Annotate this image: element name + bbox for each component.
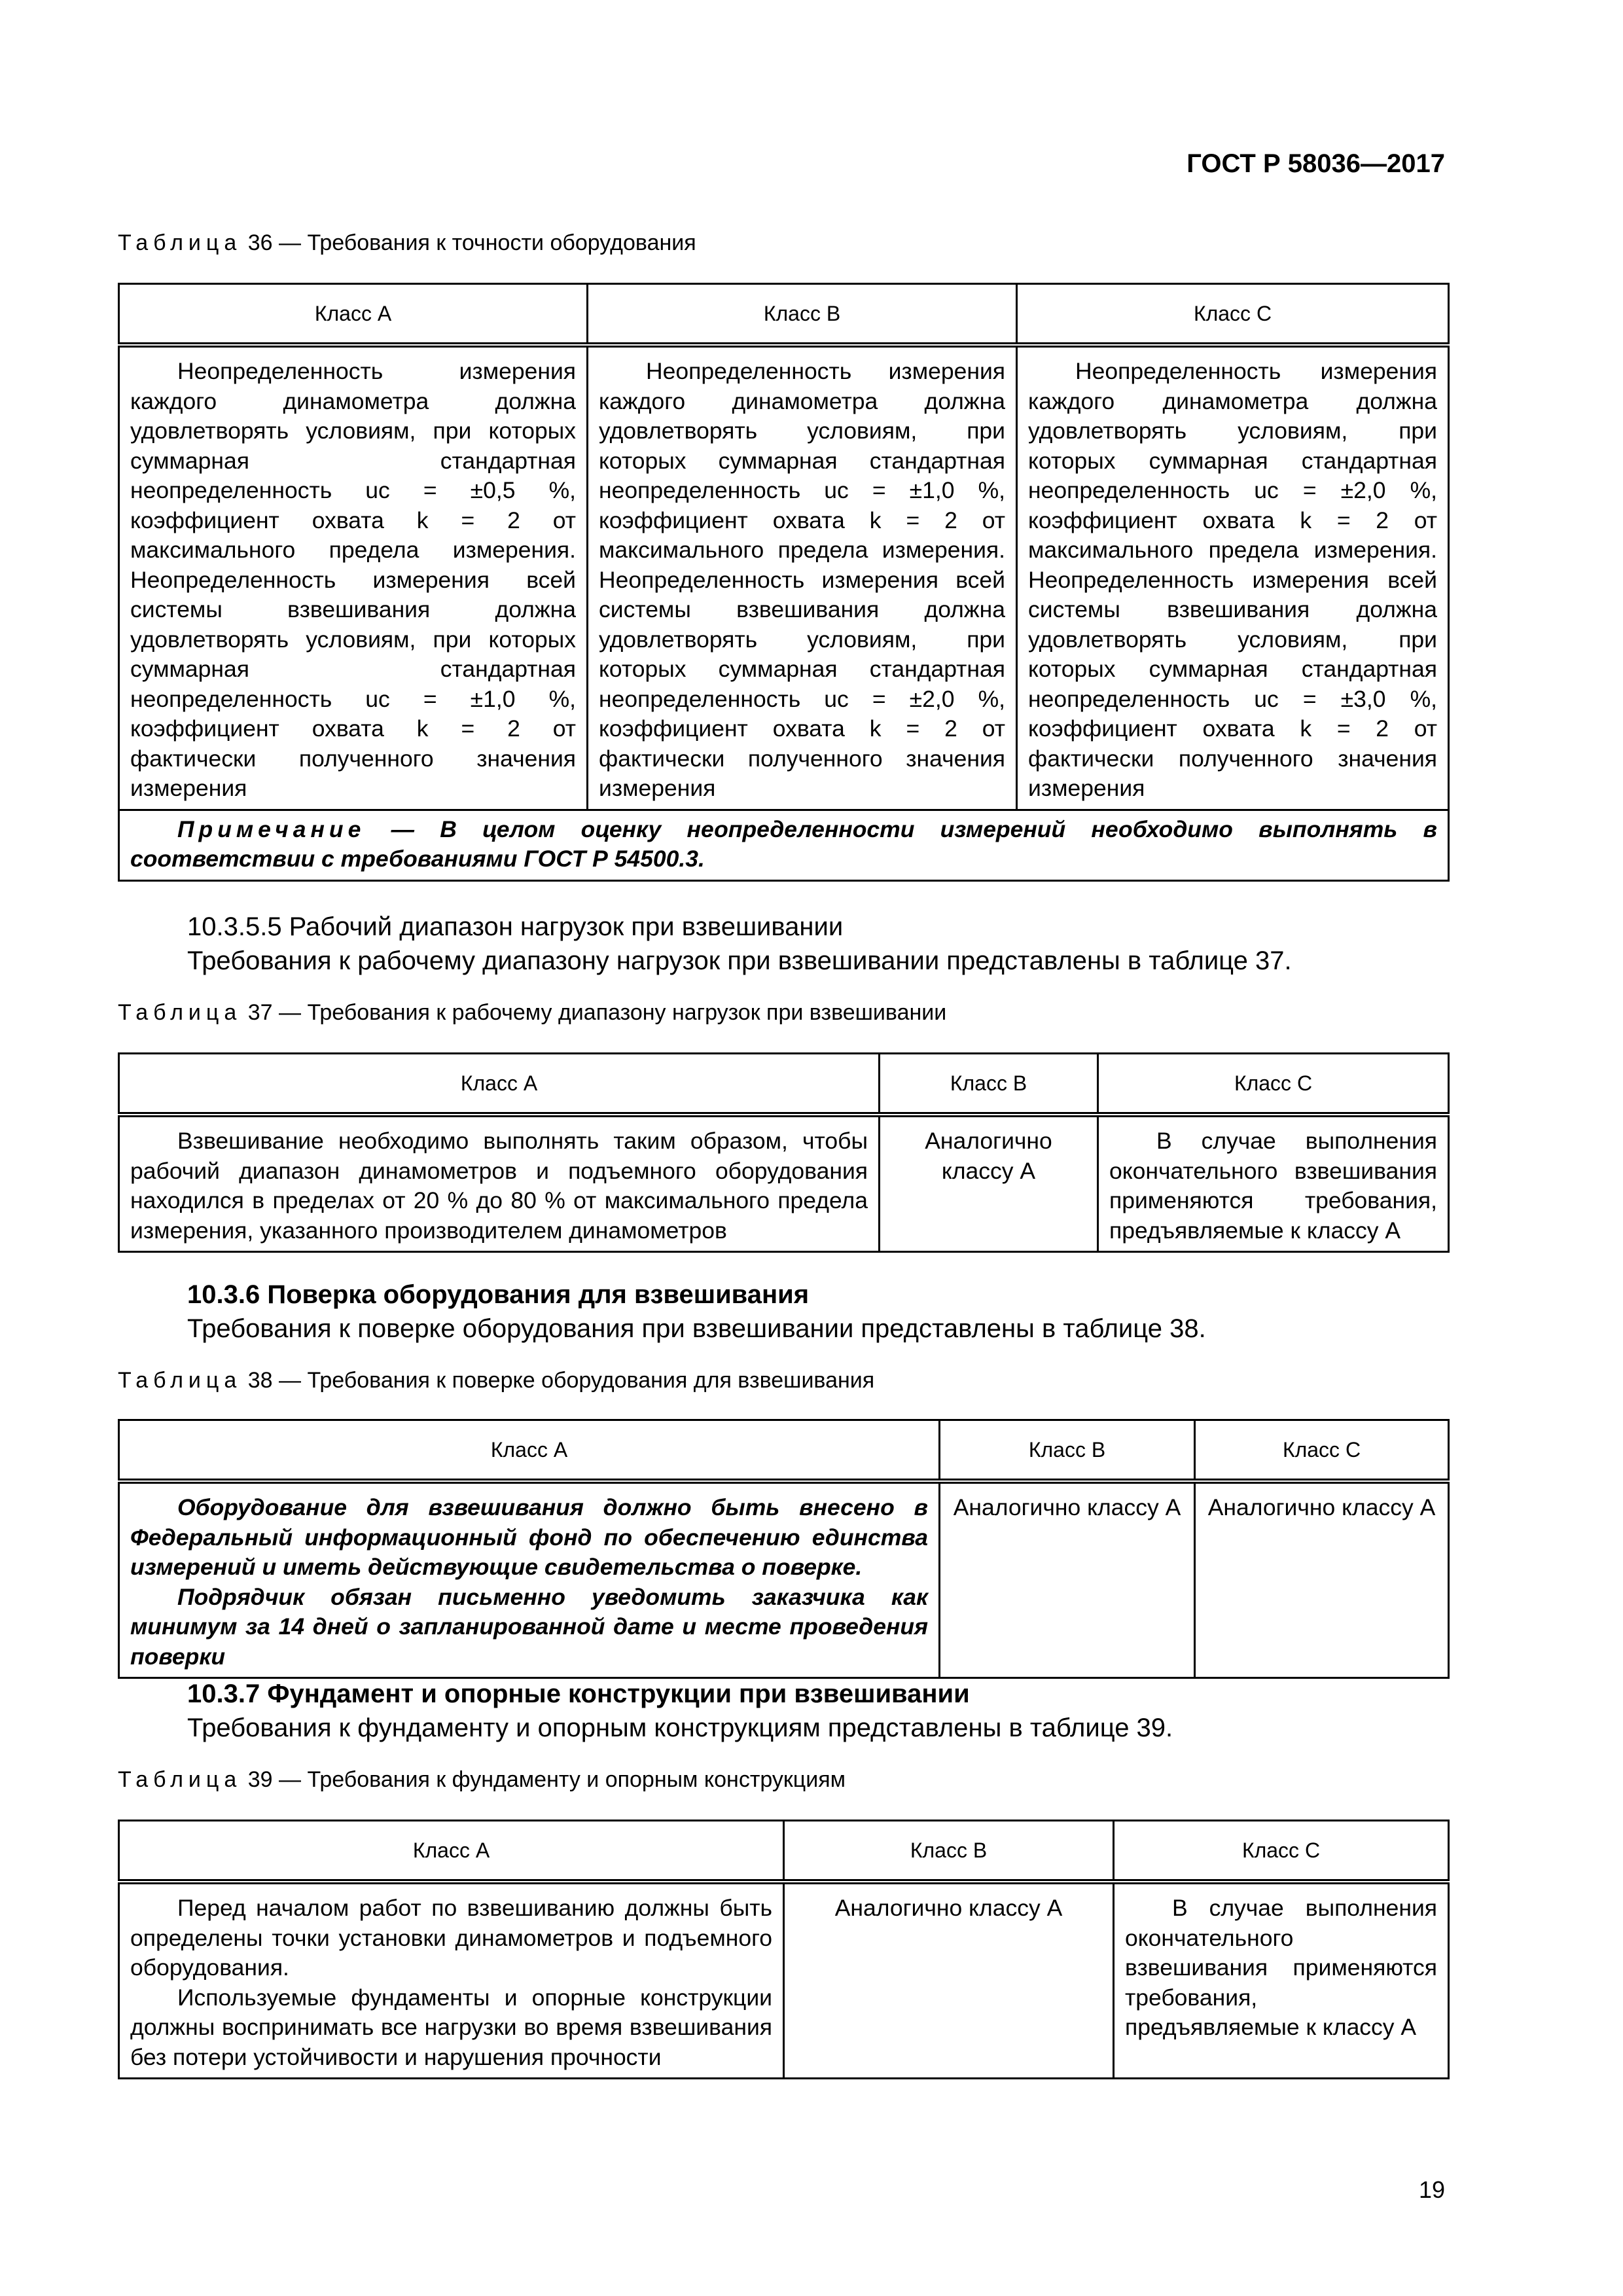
table39-cell-a xyxy=(120,1884,783,2077)
section-10-3-6-text: Требования к поверке оборудования при взвешивании представлены в таблице 38. xyxy=(187,1314,1206,1343)
page-number: 19 xyxy=(1418,2176,1445,2203)
standard-header: ГОСТ Р 58036—2017 xyxy=(1186,149,1445,178)
table36-caption-word: Таблица xyxy=(118,230,242,255)
table38-header-c: Класс С xyxy=(1195,1420,1449,1482)
table39-header-b: Класс В xyxy=(784,1821,1114,1882)
table36-header-c: Класс С xyxy=(1017,284,1449,346)
table39-header-c: Класс С xyxy=(1114,1821,1449,1882)
section-10-3-5-5-text: Требования к рабочему диапазону нагрузок при взвешивании представлены в таблице 37. xyxy=(187,946,1292,975)
table36-cell-a: Неопределенность измерения каждого динамометра должна удовлетворять условиям, при которых суммарная стандартная неопределенность uc = ±0,5 %, коэффициент охвата k = 2 от максимального предела измерения. Неопределенность измерения всей системы взвешивания должна удовлетворять условиям, при которых суммарная стандартная неопределенность uc = ±1,0 %, коэффициент охвата k = 2 от фактически полученного значения измерения xyxy=(130,358,576,801)
table36-caption xyxy=(118,230,696,256)
table36-cell-c: Неопределенность измерения каждого динамометра должна удовлетворять условиям, при которых суммарная стандартная неопределенность uc = ±2,0 %, коэффициент охвата k = 2 от максимального предела измерения. Неопределенность измерения всей системы взвешивания должна удовлетворять условиям, при которых суммарная стандартная неопределенность uc = ±3,0 %, коэффициент охвата k = 2 от фактически полученного значения измерения xyxy=(1028,358,1437,801)
table39-cell-c: В случае выполнения окончательного взвешивания применяются требования, предъявляемые к классу А xyxy=(1125,1895,1437,2040)
table38-caption xyxy=(118,1368,874,1393)
table37-header-c: Класс С xyxy=(1098,1054,1449,1115)
table36 xyxy=(118,283,1450,882)
table36-caption-text: 36 — Требования к точности оборудования xyxy=(241,230,696,255)
table38-header-b: Класс В xyxy=(940,1420,1195,1482)
section-10-3-7-title: 10.3.7 Фундамент и опорные конструкции при взвешивании xyxy=(187,1679,970,1708)
table37-cell-b: Аналогично классу А xyxy=(925,1128,1052,1184)
section-10-3-5-5-title: 10.3.5.5 Рабочий диапазон нагрузок при взвешивании xyxy=(187,912,844,941)
table39-caption-text: 39 — Требования к фундаменту и опорным конструкциям xyxy=(241,1767,846,1792)
table38-caption-text: 38 — Требования к поверке оборудования для взвешивания xyxy=(241,1368,875,1393)
table37-caption-word: Таблица xyxy=(118,1000,242,1025)
table37-caption-text: 37 — Требования к рабочему диапазону нагрузок при взвешивании xyxy=(241,1000,947,1025)
table37-header-a: Класс А xyxy=(119,1054,880,1115)
section-10-3-7-text: Требования к фундаменту и опорным конструкциям представлены в таблице 39. xyxy=(187,1713,1173,1742)
table38-cell-a-p1: Оборудование для взвешивания должно быть внесено в Федеральный информационный фонд по обеспечению единства измерений и иметь действующие свидетельства о поверке. xyxy=(130,1494,928,1580)
table38-cell-a xyxy=(120,1484,938,1677)
table38 xyxy=(118,1419,1450,1679)
table37-cell-c: В случае выполнения окончательного взвешивания применяются требования, предъявляемые к классу А xyxy=(1109,1128,1437,1244)
table37-cell-a: Взвешивание необходимо выполнять таким образом, чтобы рабочий диапазон динамометров и подъемного оборудования находился в пределах от 20 % до 80 % от максимального предела измерения, указанного производителем динамометров xyxy=(130,1128,868,1244)
table37-caption xyxy=(118,1000,946,1026)
table39-cell-a-p1: Перед началом работ по взвешиванию должны быть определены точки установки динамометров и подъемного оборудования. xyxy=(130,1895,772,1981)
table39 xyxy=(118,1820,1450,2079)
table36-note-text: — В целом оценку неопределенности измерений необходимо выполнять в соответствии с требованиями ГОСТ Р 54500.3. xyxy=(130,816,1437,872)
table39-caption-word: Таблица xyxy=(118,1767,242,1792)
table36-note-label: Примечание xyxy=(177,816,366,842)
table36-cell-b: Неопределенность измерения каждого динамометра должна удовлетворять условиям, при которых суммарная стандартная неопределенность uc = ±1,0 %, коэффициент охвата k = 2 от максимального предела измерения. Неопределенность измерения всей системы взвешивания должна удовлетворять условиям, при которых суммарная стандартная неопределенность uc = ±2,0 %, коэффициент охвата k = 2 от фактически полученного значения измерения xyxy=(599,358,1005,801)
table39-cell-a-p2: Используемые фундаменты и опорные конструкции должны воспринимать все нагрузки во время взвешивания без потери устойчивости и нарушения прочности xyxy=(130,1984,772,2070)
table39-caption xyxy=(118,1767,846,1793)
table36-note xyxy=(120,811,1448,880)
table36-header-b: Класс В xyxy=(588,284,1017,346)
table39-header-a: Класс А xyxy=(119,1821,784,1882)
table36-header-a: Класс А xyxy=(119,284,588,346)
table38-header-a: Класс А xyxy=(119,1420,940,1482)
table38-cell-a-p2: Подрядчик обязан письменно уведомить заказчика как минимум за 14 дней о запланированной дате и месте проведения поверки xyxy=(130,1583,928,1670)
table38-cell-c: Аналогично классу А xyxy=(1207,1494,1436,1520)
table38-cell-b: Аналогично классу А xyxy=(953,1494,1181,1520)
table38-caption-word: Таблица xyxy=(118,1368,242,1393)
table37 xyxy=(118,1052,1450,1253)
section-10-3-6-title: 10.3.6 Поверка оборудования для взвешивания xyxy=(187,1280,810,1309)
table37-header-b: Класс В xyxy=(880,1054,1098,1115)
table39-cell-b: Аналогично классу А xyxy=(834,1895,1063,1921)
